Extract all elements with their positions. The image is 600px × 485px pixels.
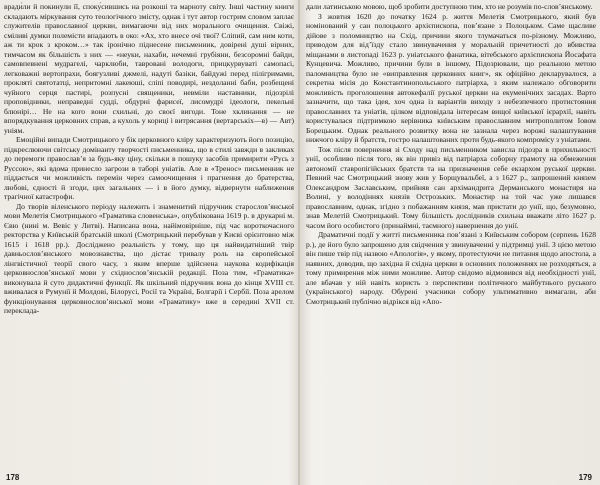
book-gutter (298, 0, 300, 485)
paragraph: Емоційні випади Смотрицького у бік церковного кліру характеризують його позицію, підкреслюючи світську домінанту творчості письменника, що в стилі завжди в закликах до перемоги православ’я за будь-яку ціну, скільки в пошуку засобів примирити «Русь з Руссою», які вдома принесло загрози в таборі уніатів. Але в «Тренос» письменник не піддається чи можливість перемін через самоочищення і прагнення до братерства, любові, єдності й згоди, цих загальних — і в його думку, відвернути наближення трагічної катастрофи. (4, 135, 294, 201)
left-page-text (4, 2, 294, 469)
right-page-text (306, 2, 596, 469)
page-number: 178 (6, 473, 20, 482)
right-page (306, 2, 596, 485)
left-page (4, 2, 294, 485)
paragraph: З жовтня 1620 до початку 1624 р. життя Мелетія Смотрицького, який був номінований у сан полоцького архієпископа, пов’язане з Полоцьком. Саме щасливе дійове з поломництво на Схід, причини якого тлумачаться по-різному. Можливо, приводом для від’їзду стало звинувачення у моральній причетності до вбивства міщанами в листопаді 1623 р. уніатського фанатика, вітебського архієпископа Йосафата Кунцевича. Можливо, причини були в іншому, Підозрювали, що реальною метою паломництва було не «виправлення церковних книг», як офіційно декларувалося, а секретна місія до Константинопольського патріарха, з яким належало обговорити можливість проголошення автокефалії руської церкви на екуменічних засадах. Варто зазначити, що така ідея, хоч одна із варіантів виходу з небезпечного протистояння православних та уніатів, цілком відповідала інтересам вищої київської ієрархії, навіть користувалася підтримкою керівника київським православним митрополитом Іовом Борецьким. Однак реального розвитку вона не зазнала через ворожі налаштування нижчого кліру й братств, гостро налаштованих проти будь-якого компромісу з уніатами. (306, 11, 596, 144)
paragraph: вради́ли й покинули її, споку́сившись на розкоші та марноту світу. Інші частину книги складають міркування суто теологічного змісту, однак і тут автор гострим словом заплає служителів православної церкви, вимагаючи від них морального очищення. Свіжі, сміливі думки полемісти впадають в око: «Ах, хто внесе очі твої? Сліпий, сам ним коти, аж ти крок з кроком…» так іронічно піднесене письменник, довірені душі вірних, тимчасом як більшість з них — «неуки, нахаби, нечемні грубіяни, безсоромні байди, самовпевнені мудрагелі, чарклюби, тавровані володоги, прицкурвуваті самопасі, легковажні вертопрахи, боягузливі джмелі, надуті базіки, байдужі перед пілігримами, прокляті святотатці, непритомні лакеюші, сліпі поводирі, нездоланні баби, розбещені чуйного серця пастирі, розпусні священики, невміли наставники, підозрілі проповідники, неправедні судді, обдурні фарисеї, лисомудрі ідеологи, пекельні блюнірі… Не на кого вони схильні, до своєї вигоди. Тоне хклинання — не впорядкування церковних справ, а кухоль у кориці і витрясання (вертарськіх—в) — Авт) уніям. (4, 2, 294, 135)
paragraph: До творів віленського періоду належить і знаменитий підручник старослов’янської мови Мелетія Смотрицького «Граматика словенська», опублікована 1619 р. в друкарні м. Євю (нині м. Вевіс у Литві). Написана вона, найімовірніше, під час короткочасного ректорства у Київській братській школі (Смотрицький перебував у Києві орієнтовно між 1615 і 1618 рр.). Досліджено реальність у тому, що ця найвидатніший твір давньослов’янського мовознавства, що дістає тривалу роль на європейської лінгвістичної теорії свого часу, з яким вперше здійснена наукова кодифікація церковнослов’янської мови у східнослов’янській редакції. Поза тим, «Граматика» виконувала й суто дидактичні функції. Як шкільний підручник вона до кінця XVIII ст. вживалася в Румунії й Молдові, Білорусі, Росії та Україні, Болгарії і Сербії. Поза арелом функціонування церковнослов’янської мови «Граматику» вже в середині XVII ст. переклада- (4, 201, 294, 315)
page-number: 179 (578, 473, 592, 482)
paragraph: Драматичні події у житті письменника пов’язані з Київським собором (серпень 1628 р.), де його було запрошено для свідчення у звинуваченні у підтримці унії. З цією метою він пише твір під назвою «Апологія», у якому, протестуючи не питання щодо апостола, а наявних, доводив, що західна й східна церкви в основних положеннях не розходяться, а тому примирення між ними можливе. Автор свідомо відмовився від необхідності унії, але вбачав у ній навіть користь з перспективи політичного майбутнього руського (українського) народу. Обурені учасники собору ультимативно вимагали, аби Смотрицький публічно відрікся від «Апо- (306, 230, 596, 306)
paragraph: Тож після повернення зі Сходу над письменником зависла підозра в прихильності унії, особливо після того, як він привіз від патріарха соборну грамоту на обмеження автономії ставропігійських братств та на призначення себе екзархом руської церкви. Певний час Смотрицький знову жив у Борщувальбеї, а з 1627 р., запрошений князем Олександром Заславським, прийняв сан архімандрита Дерманського монастиря на Волині, у володіннях князів Острозьких. Монастир на той час уже лишався православним, однак, згідно з побажанням князя, мав пристати до унії, що, безумовно, знав Мелетій Смотрицький. Тому більшість дослідників схильна вважати літо 1627 р. часом його особистого (принаймні, таємного) навернення до унії. (306, 144, 596, 230)
paragraph: дали латинською мовою, щоб зробити доступною тим, хто не розумів по-слов’янському. (306, 2, 593, 11)
